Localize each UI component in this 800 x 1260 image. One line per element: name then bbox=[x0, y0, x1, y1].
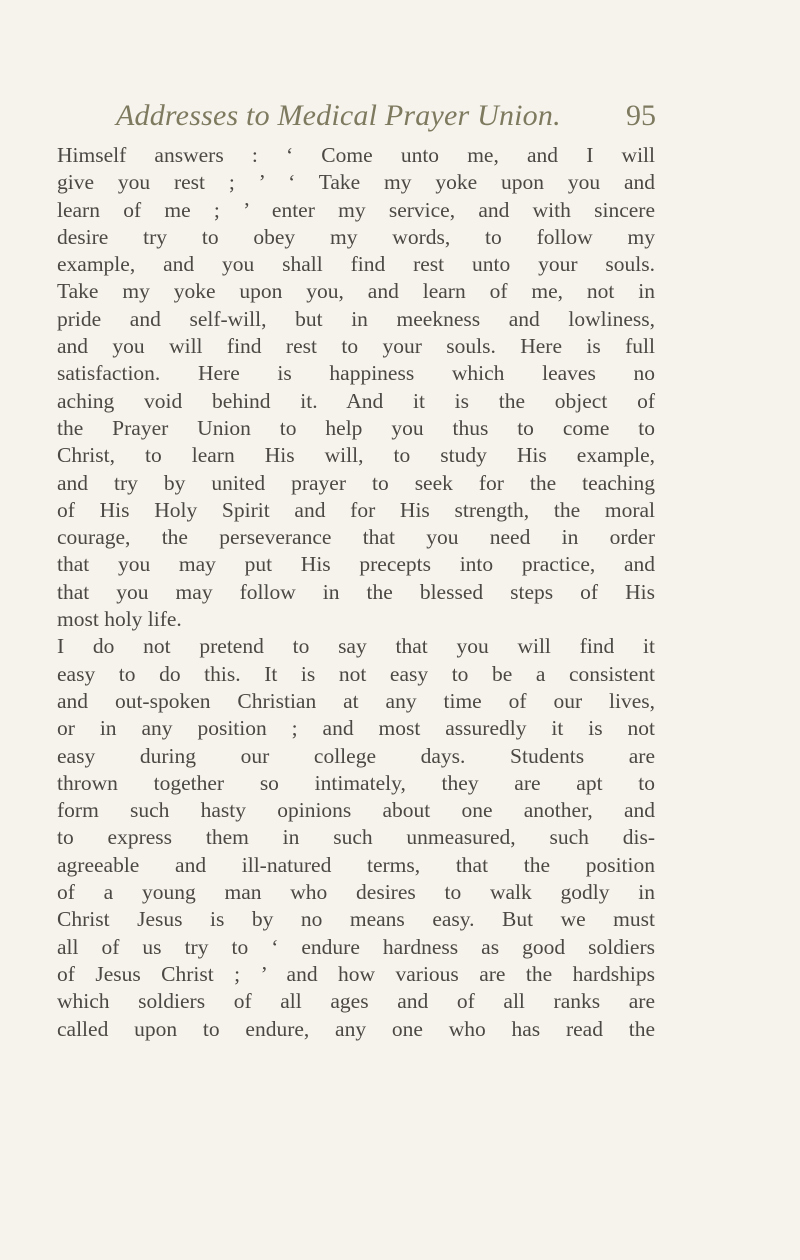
text-line: the Prayer Union to help you thus to come to bbox=[57, 415, 655, 440]
page-number: 95 bbox=[626, 99, 656, 132]
text-line: and out-spoken Christian at any time of our lives, bbox=[57, 688, 655, 713]
text-line: which soldiers of all ages and of all ranks are bbox=[57, 989, 655, 1014]
text-line: form such hasty opinions about one another, and bbox=[57, 798, 655, 823]
text-line: and try by united prayer to seek for the teaching bbox=[57, 470, 655, 495]
text-line: example, and you shall find rest unto your souls. bbox=[57, 252, 655, 277]
text-line: of a young man who desires to walk godly in bbox=[57, 880, 655, 905]
text-line: all of us try to ‘ endure hardness as good soldiers bbox=[57, 934, 655, 959]
text-line: agreeable and ill-natured terms, that the position bbox=[57, 852, 655, 877]
text-line: pride and self-will, but in meekness and lowliness, bbox=[57, 306, 655, 331]
text-line: or in any position ; and most assuredly it is not bbox=[57, 716, 655, 741]
text-line: Himself answers : ‘ Come unto me, and I will bbox=[57, 143, 655, 167]
text-line: called upon to endure, any one who has read the bbox=[57, 1016, 655, 1041]
text-line: Christ, to learn His will, to study His example, bbox=[57, 443, 655, 468]
running-title: Addresses to Medical Prayer Union. bbox=[116, 99, 561, 132]
text-line: learn of me ; ’ enter my service, and with sincere bbox=[57, 197, 655, 222]
text-line: give you rest ; ’ ‘ Take my yoke upon you and bbox=[57, 170, 655, 195]
text-line: Christ Jesus is by no means easy. But we must bbox=[57, 907, 655, 932]
text-line: aching void behind it. And it is the object of bbox=[57, 388, 655, 413]
text-line: Take my yoke upon you, and learn of me, not in bbox=[57, 279, 655, 304]
body-text bbox=[57, 142, 655, 1043]
text-line: of Jesus Christ ; ’ and how various are the hardships bbox=[57, 961, 655, 986]
text-line: satisfaction. Here is happiness which leaves no bbox=[57, 361, 655, 386]
text-line: thrown together so intimately, they are apt to bbox=[57, 770, 655, 795]
text-line: easy during our college days. Students are bbox=[57, 743, 655, 768]
running-head bbox=[116, 96, 656, 136]
text-line: I do not pretend to say that you will find it bbox=[57, 634, 655, 659]
paragraph-end-line: most holy life. bbox=[57, 607, 182, 632]
text-line: desire try to obey my words, to follow my bbox=[57, 224, 655, 249]
text-line: and you will find rest to your souls. Here is full bbox=[57, 334, 655, 359]
text-line: courage, the perseverance that you need in order bbox=[57, 525, 655, 550]
text-line: easy to do this. It is not easy to be a consistent bbox=[57, 661, 655, 686]
text-line: to express them in such unmeasured, such dis- bbox=[57, 825, 655, 850]
text-line: of His Holy Spirit and for His strength, the moral bbox=[57, 497, 655, 522]
text-line: that you may follow in the blessed steps of His bbox=[57, 579, 655, 604]
text-line: that you may put His precepts into practice, and bbox=[57, 552, 655, 577]
